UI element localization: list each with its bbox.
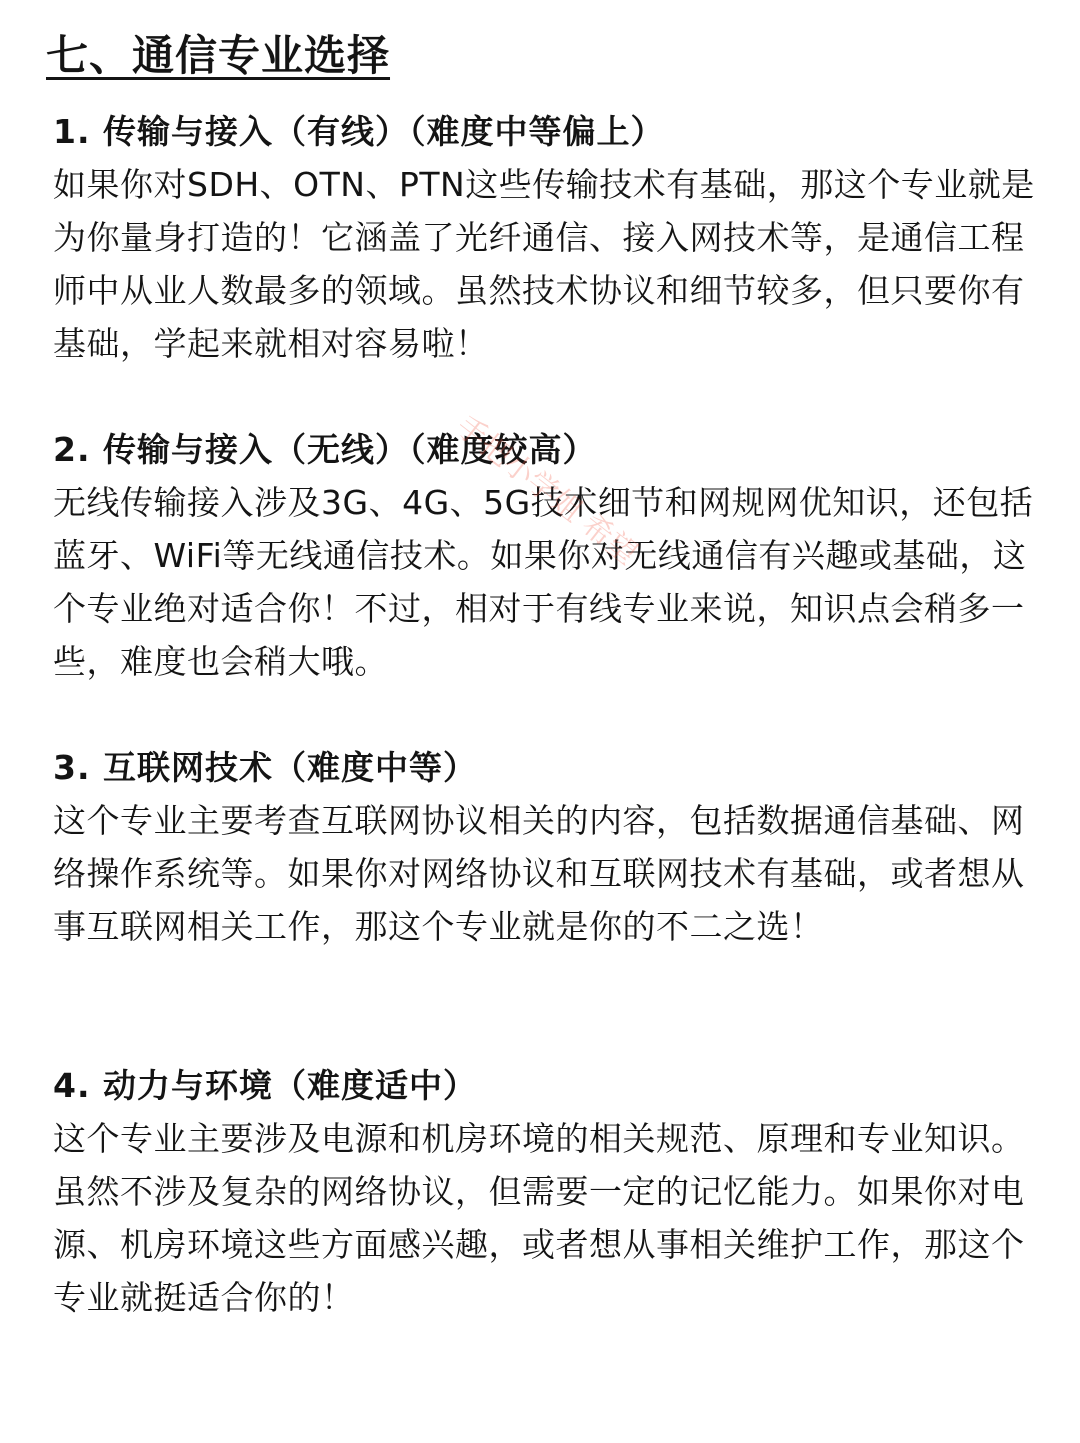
section-body: 这个专业主要考查互联网协议相关的内容，包括数据通信基础、网络操作系统等。如果你对网络协议和互联网技术有基础，或者想从事互联网相关工作，那这个专业就是你的不二之选！	[53, 801, 1025, 946]
section-heading: 2. 传输与接入（无线）（难度较高）	[53, 430, 597, 469]
section-internet-technology	[53, 742, 1053, 953]
section-power-environment	[53, 1060, 1053, 1324]
watermark: 手把小学姐 希望	[449, 409, 644, 572]
section-wired-transmission	[53, 106, 1053, 370]
section-heading: 1. 传输与接入（有线）（难度中等偏上）	[53, 112, 665, 151]
section-body: 如果你对SDH、OTN、PTN这些传输技术有基础，那这个专业就是为你量身打造的！它涵盖了光纤通信、接入网技术等，是通信工程师中从业人数最多的领域。虽然技术协议和细节较多，但只要你有基础，学起来就相对容易啦！	[53, 165, 1035, 363]
section-wireless-transmission	[53, 424, 1053, 688]
section-heading: 4. 动力与环境（难度适中）	[53, 1066, 477, 1105]
section-body: 这个专业主要涉及电源和机房环境的相关规范、原理和专业知识。虽然不涉及复杂的网络协议，但需要一定的记忆能力。如果你对电源、机房环境这些方面感兴趣，或者想从事相关维护工作，那这个专业就挺适合你的！	[53, 1119, 1025, 1317]
page-title: 七、通信专业选择	[46, 31, 391, 80]
section-body: 无线传输接入涉及3G、4G、5G技术细节和网规网优知识，还包括蓝牙、WiFi等无线通信技术。如果你对无线通信有兴趣或基础，这个专业绝对适合你！不过，相对于有线专业来说，知识点会稍多一些，难度也会稍大哦。	[53, 483, 1034, 681]
section-heading: 3. 互联网技术（难度中等）	[53, 748, 477, 787]
